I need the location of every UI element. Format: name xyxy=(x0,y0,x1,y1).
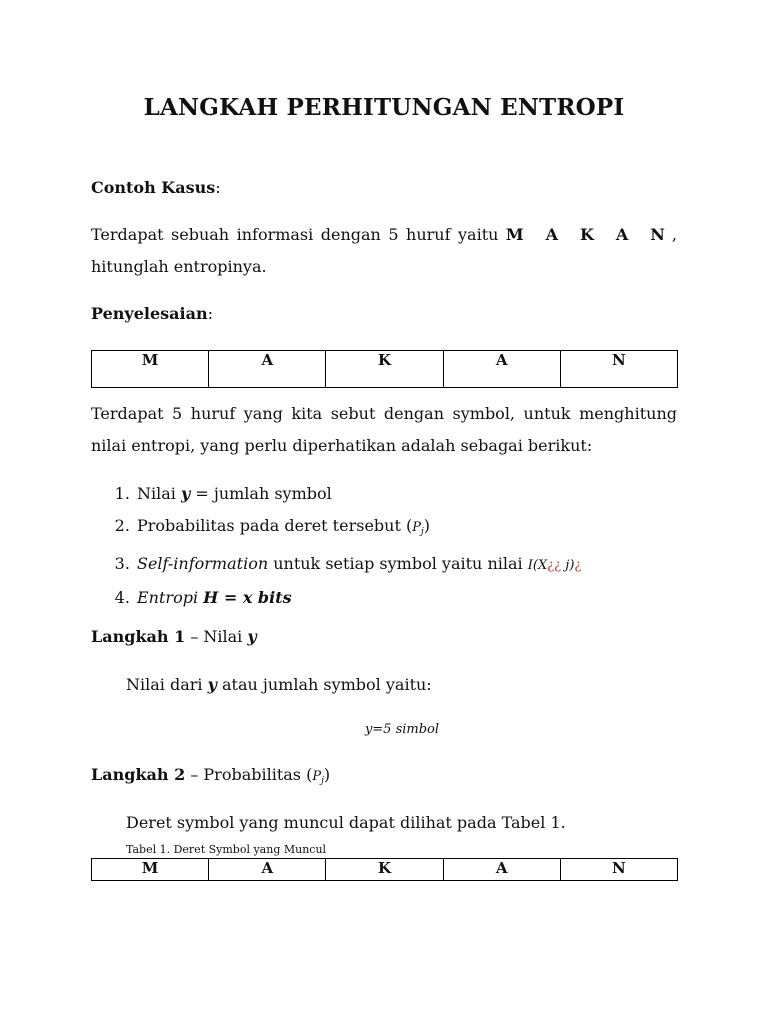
langkah1-heading xyxy=(91,621,677,653)
math-subscript: j xyxy=(321,776,324,786)
list-item xyxy=(135,582,695,614)
item-bold: H = x bits xyxy=(203,588,292,607)
math-subscript: j xyxy=(420,527,424,537)
table-cell: K xyxy=(326,351,443,388)
heading-text: – Probabilitas ( xyxy=(185,765,313,784)
steps-list xyxy=(91,478,695,614)
var-y: y xyxy=(180,484,191,503)
list-item xyxy=(135,478,695,510)
colon: : xyxy=(215,178,221,197)
body-text: atau jumlah symbol yaitu: xyxy=(216,675,432,694)
item-text: Nilai xyxy=(137,484,181,503)
item-text: Probabilitas pada deret tersebut ( xyxy=(137,516,413,535)
paren: ) xyxy=(423,516,431,535)
table-row xyxy=(92,859,678,881)
intro-word: M A K A N xyxy=(505,225,672,244)
body-text: Nilai dari xyxy=(126,675,208,694)
table-caption: Tabel 1. Deret Symbol yang Muncul xyxy=(126,843,327,856)
intro-paragraph xyxy=(91,219,677,283)
langkah1-label: Langkah 1 xyxy=(91,627,186,646)
page-title: LANGKAH PERHITUNGAN ENTROPI xyxy=(143,94,625,121)
item-text: = jumlah symbol xyxy=(190,484,332,503)
var-y: y xyxy=(207,675,217,694)
item-italic: Self-information xyxy=(137,554,269,573)
math-symbol: P xyxy=(412,520,421,535)
var-y: y xyxy=(247,627,257,646)
table-row xyxy=(92,351,678,388)
table-cell: A xyxy=(443,351,560,388)
explain-paragraph: Terdapat 5 huruf yang kita sebut dengan symbol, untuk menghitung nilai entropi, yang perlu diperhatikan adalah sebagai berikut: xyxy=(91,404,677,455)
paren: ) xyxy=(323,765,331,784)
math-symbol: P xyxy=(312,769,322,784)
langkah2-heading xyxy=(91,759,677,797)
contoh-kasus-label: Contoh Kasus xyxy=(91,178,216,197)
langkah2-label: Langkah 2 xyxy=(91,765,186,784)
langkah2-body: Deret symbol yang muncul dapat dilihat pada Tabel 1. xyxy=(126,813,566,832)
table-cell: N xyxy=(560,859,677,881)
list-item xyxy=(135,510,695,548)
colon: : xyxy=(207,304,213,323)
item-text: untuk setiap symbol yaitu nilai xyxy=(268,554,528,573)
table-cell: K xyxy=(326,859,443,881)
table-cell: M xyxy=(92,859,209,881)
penyelesaian-label: Penyelesaian xyxy=(91,304,208,323)
table-cell: M xyxy=(92,351,209,388)
contoh-kasus-heading xyxy=(91,172,677,204)
formula: I(X¿¿ j)¿ xyxy=(527,558,582,573)
intro-text-end: , hitunglah entropinya. xyxy=(91,225,677,276)
langkah1-body xyxy=(126,669,677,701)
heading-text: – Nilai xyxy=(185,627,248,646)
intro-text: Terdapat sebuah informasi dengan 5 huruf yaitu xyxy=(91,225,506,244)
table-cell: N xyxy=(560,351,677,388)
table-cell: A xyxy=(209,351,326,388)
symbol-table xyxy=(91,858,678,881)
list-item xyxy=(135,548,695,582)
table-cell: A xyxy=(209,859,326,881)
equation: y=5 simbol xyxy=(364,722,440,737)
letters-table xyxy=(91,350,678,388)
table-cell: A xyxy=(443,859,560,881)
penyelesaian-heading xyxy=(91,298,677,330)
item-italic: Entropi xyxy=(137,588,199,607)
